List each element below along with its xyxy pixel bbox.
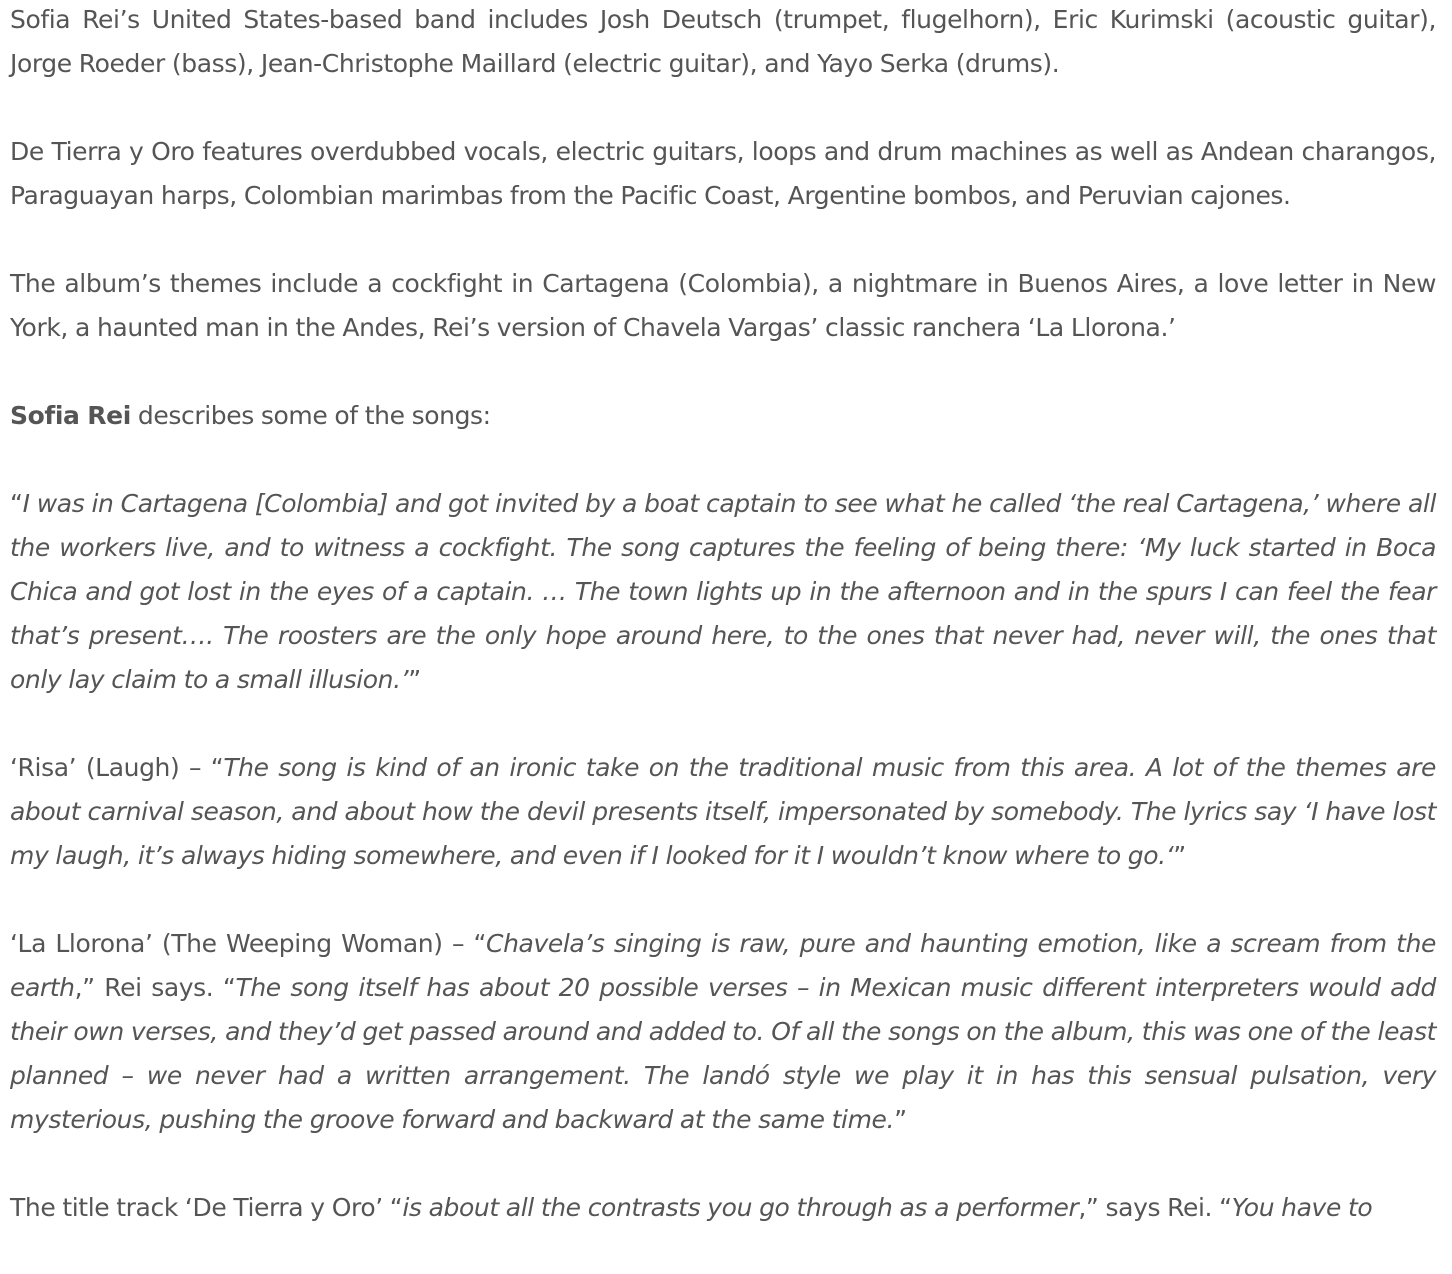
album-themes-paragraph: The album’s themes include a cockfight in Cartagena (Colombia), a nightmare in Buenos Aires, a love letter in New York, a haunted man in the Andes, Rei’s version of Chavela Vargas’ classic ranchera ‘La Llorona.’ xyxy=(10,269,1436,342)
close-quote-mark: ” xyxy=(408,665,421,694)
cartagena-quote: I was in Cartagena [Colombia] and got invited by a boat captain to see what he called ‘the real Cartagena,’ where all the workers live, and to witness a cockfight. The song captures the feeling of being there: ‘My luck started in Boca Chica and got lost in the eyes of a captain. … The town lights up in the afternoon and in the spurs I can feel the fear that’s present…. The roosters are the only hope around here, to the ones that never had, never will, the ones that only lay claim to a small illusion.’ xyxy=(10,489,1436,694)
open-quote-mark: “ xyxy=(10,489,23,518)
songs-intro-paragraph xyxy=(10,394,1436,438)
risa-paragraph xyxy=(10,746,1436,878)
risa-lead: ‘Risa’ (Laugh) – “ xyxy=(10,753,224,782)
title-track-paragraph xyxy=(10,1186,1436,1230)
title-track-quote: is about all the contrasts you go through as a performer xyxy=(402,1193,1079,1222)
songs-intro-text: describes some of the songs: xyxy=(130,401,491,430)
close-quote-mark: ” xyxy=(894,1105,907,1134)
la-llorona-quote: The song itself has about 20 possible verses – in Mexican music different interpreters would add their own verses, and they’d get passed around and added to. Of all the songs on the album, this was one of the least planned – we never had a written arrangement. The landó style we play it in has this sensual pulsation, very mysterious, pushing the groove forward and backward at the same time. xyxy=(10,973,1437,1134)
risa-quote: The song is kind of an ironic take on the traditional music from this area. A lot of the themes are about carnival season, and about how the devil presents itself, impersonated by somebody. The lyrics say ‘I have lost my laugh, it’s always hiding somewhere, and even if I looked for it I wouldn’t know where to go.‘ xyxy=(10,753,1436,870)
band-members-paragraph: Sofia Rei’s United States-based band includes Josh Deutsch (trumpet, flugelhorn), Eric Kurimski (acoustic guitar), Jorge Roeder (bass), Jean-Christophe Maillard (electric guitar), and Yayo Serka (drums). xyxy=(10,5,1436,78)
rei-says-text: ,” Rei says. “ xyxy=(74,973,236,1002)
cartagena-quote-paragraph xyxy=(10,482,1436,702)
close-quote-mark: ” xyxy=(1173,841,1186,870)
la-llorona-lead: ‘La Llorona’ (The Weeping Woman) – “ xyxy=(10,929,487,958)
says-rei-text: ,” says Rei. “ xyxy=(1078,1193,1232,1222)
instruments-paragraph: De Tierra y Oro features overdubbed vocals, electric guitars, loops and drum machines as well as Andean charangos, Paraguayan harps, Colombian marimbas from the Pacific Coast, Argentine bombos, and Peruvian cajones. xyxy=(10,137,1436,210)
la-llorona-paragraph xyxy=(10,922,1436,1142)
artist-name: Sofia Rei xyxy=(10,401,131,430)
article-body xyxy=(10,0,1436,1274)
chavela-quote: Chavela’s singing is raw, pure and haunting emotion, like a scream from the earth xyxy=(10,929,1436,1002)
title-track-lead: The title track ‘De Tierra y Oro’ “ xyxy=(10,1193,403,1222)
title-track-quote-continued: You have to xyxy=(1231,1193,1373,1222)
